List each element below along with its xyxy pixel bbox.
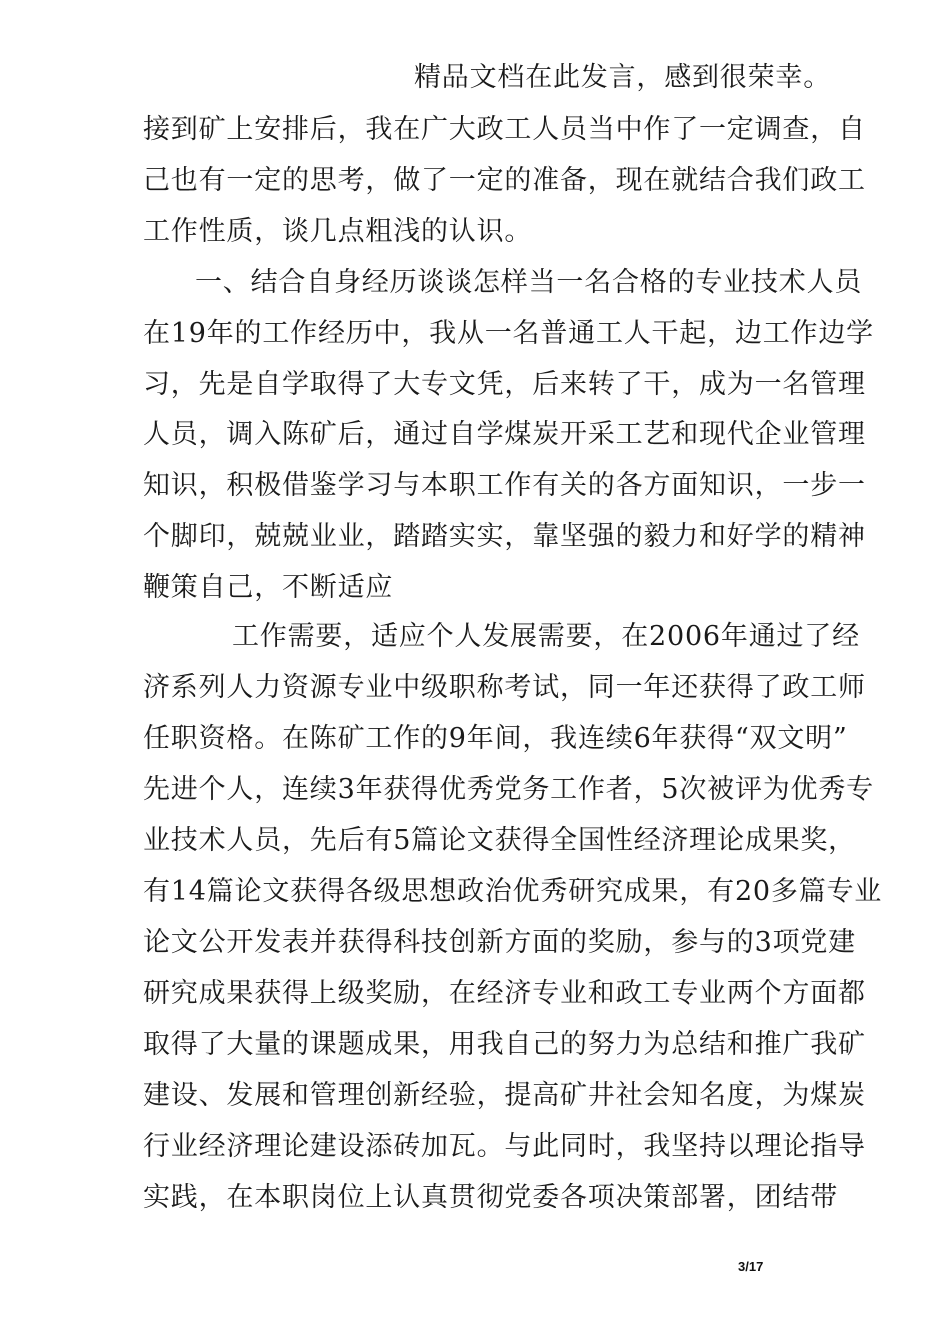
text-line-21: 建设、发展和管理创新经验，提高矿井社会知名度，为煤炭 bbox=[143, 1080, 866, 1111]
text-line-1: 精品文档在此发言，感到很荣幸。 bbox=[414, 62, 831, 93]
text-line-20: 取得了大量的课题成果，用我自己的努力为总结和推广我矿 bbox=[143, 1029, 866, 1060]
text-line-4: 工作性质，谈几点粗浅的认识。 bbox=[143, 216, 533, 247]
text-line-11: 鞭策自己，不断适应 bbox=[143, 572, 394, 603]
text-line-22: 行业经济理论建设添砖加瓦。与此同时，我坚持以理论指导 bbox=[143, 1131, 866, 1162]
section-heading: 一、结合自身经历谈谈怎样当一名合格的专业技术人员 bbox=[195, 267, 863, 298]
text-line-13: 济系列人力资源专业中级职称考试，同一年还获得了政工师 bbox=[143, 672, 866, 703]
text-line-14: 任职资格。在陈矿工作的9年间，我连续6年获得“双文明” bbox=[143, 723, 848, 754]
text-line-7: 习，先是自学取得了大专文凭，后来转了干，成为一名管理 bbox=[143, 369, 866, 400]
text-line-8: 人员，调入陈矿后，通过自学煤炭开采工艺和现代企业管理 bbox=[143, 419, 866, 450]
text-line-6: 在19年的工作经历中，我从一名普通工人干起，边工作边学 bbox=[143, 318, 874, 349]
text-line-16: 业技术人员，先后有5篇论文获得全国性经济理论成果奖， bbox=[143, 825, 856, 856]
text-line-19: 研究成果获得上级奖励，在经济专业和政工专业两个方面都 bbox=[143, 978, 866, 1009]
text-line-3: 己也有一定的思考，做了一定的准备，现在就结合我们政工 bbox=[143, 165, 866, 196]
text-line-15: 先进个人，连续3年获得优秀党务工作者，5次被评为优秀专 bbox=[143, 774, 874, 805]
text-line-12: 工作需要，适应个人发展需要，在2006年通过了经 bbox=[232, 621, 860, 652]
text-line-17: 有14篇论文获得各级思想政治优秀研究成果，有20多篇专业 bbox=[143, 876, 883, 907]
text-line-18: 论文公开发表并获得科技创新方面的奖励，参与的3项党建 bbox=[143, 927, 856, 958]
text-line-2: 接到矿上安排后，我在广大政工人员当中作了一定调查，自 bbox=[143, 114, 866, 145]
text-line-10: 个脚印，兢兢业业，踏踏实实，靠坚强的毅力和好学的精神 bbox=[143, 521, 866, 552]
page-number: 3/17 bbox=[738, 1259, 764, 1274]
text-line-23: 实践，在本职岗位上认真贯彻党委各项决策部署，团结带 bbox=[143, 1182, 838, 1213]
text-line-9: 知识，积极借鉴学习与本职工作有关的各方面知识，一步一 bbox=[143, 470, 866, 501]
